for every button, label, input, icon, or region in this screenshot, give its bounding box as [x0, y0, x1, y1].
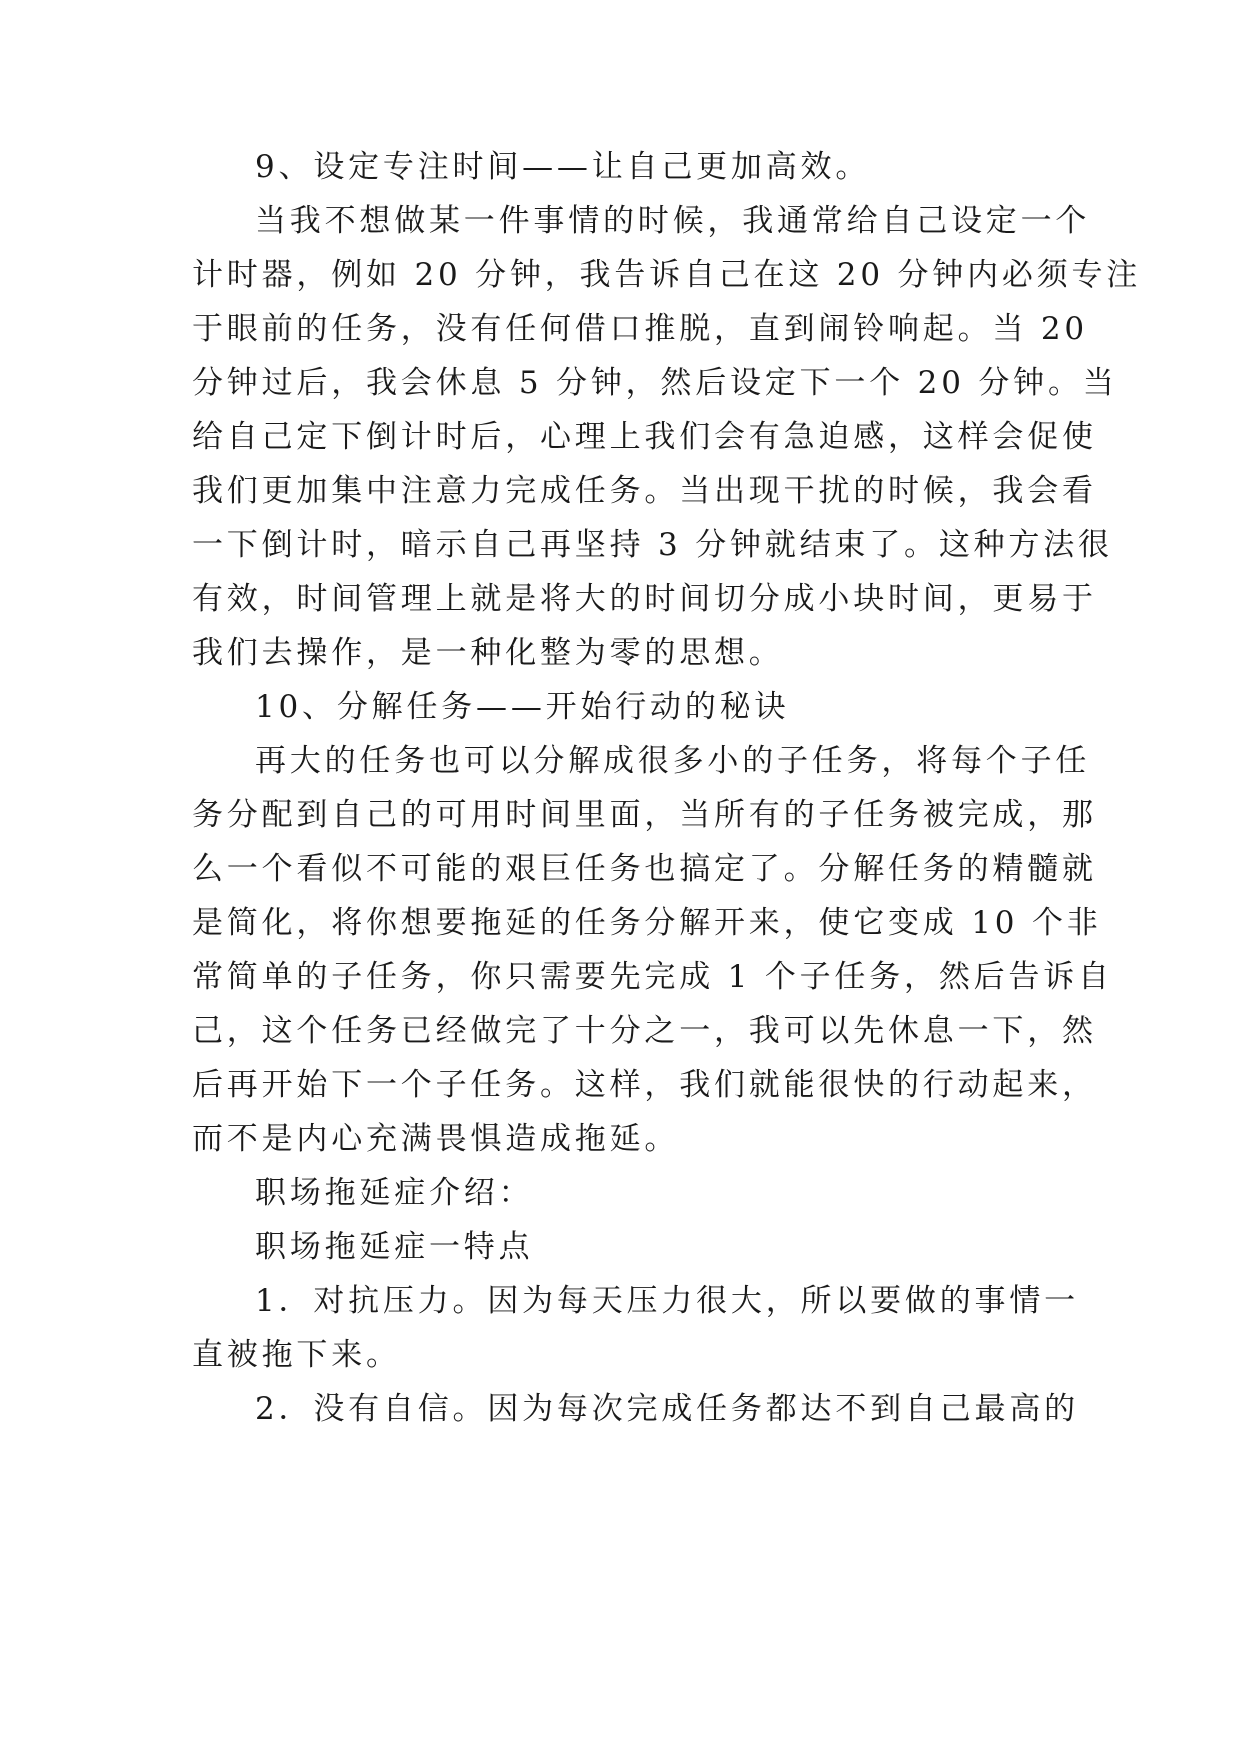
paragraph-line: 当我不想做某一件事情的时候，我通常给自己设定一个 [255, 203, 1091, 239]
paragraph-line: 一下倒计时，暗示自己再坚持 3 分钟就结束了。这种方法很 [192, 527, 1113, 563]
paragraph-line: 分钟过后，我会休息 5 分钟，然后设定下一个 20 分钟。当 [192, 365, 1118, 401]
paragraph-line: 有效，时间管理上就是将大的时间切分成小块时间，更易于 [192, 581, 1097, 617]
list-item-1: 1．对抗压力。因为每天压力很大，所以要做的事情一 [255, 1283, 1079, 1319]
paragraph-line: 我们去操作，是一种化整为零的思想。 [192, 635, 784, 671]
paragraph-line: 是简化，将你想要拖延的任务分解开来，使它变成 10 个非 [192, 905, 1102, 941]
paragraph-line: 给自己定下倒计时后，心理上我们会有急迫感，这样会促使 [192, 419, 1097, 455]
list-item-2: 2．没有自信。因为每次完成任务都达不到自己最高的 [255, 1391, 1079, 1427]
paragraph-line: 己，这个任务已经做完了十分之一，我可以先休息一下，然 [192, 1013, 1097, 1049]
paragraph-line: 么一个看似不可能的艰巨任务也搞定了。分解任务的精髓就 [192, 851, 1097, 887]
paragraph-line: 务分配到自己的可用时间里面，当所有的子任务被完成，那 [192, 797, 1097, 833]
paragraph-line: 后再开始下一个子任务。这样，我们就能很快的行动起来， [192, 1067, 1097, 1103]
paragraph-line: 我们更加集中注意力完成任务。当出现干扰的时候，我会看 [192, 473, 1097, 509]
paragraph-line: 计时器，例如 20 分钟，我告诉自己在这 20 分钟内必须专注 [192, 257, 1142, 293]
section-heading-10: 10、分解任务——开始行动的秘诀 [255, 689, 790, 725]
section-heading-9: 9、设定专注时间——让自己更加高效。 [255, 149, 871, 185]
paragraph-line: 而不是内心充满畏惧造成拖延。 [192, 1121, 680, 1157]
subheading-features: 职场拖延症一特点 [255, 1229, 534, 1265]
intro-heading: 职场拖延症介绍： [255, 1175, 534, 1211]
paragraph-line: 常简单的子任务，你只需要先完成 1 个子任务，然后告诉自 [192, 959, 1113, 995]
paragraph-line: 于眼前的任务，没有任何借口推脱，直到闹铃响起。当 20 [192, 311, 1088, 347]
paragraph-line: 再大的任务也可以分解成很多小的子任务，将每个子任 [255, 743, 1091, 779]
list-item-1-continuation: 直被拖下来。 [192, 1337, 401, 1373]
